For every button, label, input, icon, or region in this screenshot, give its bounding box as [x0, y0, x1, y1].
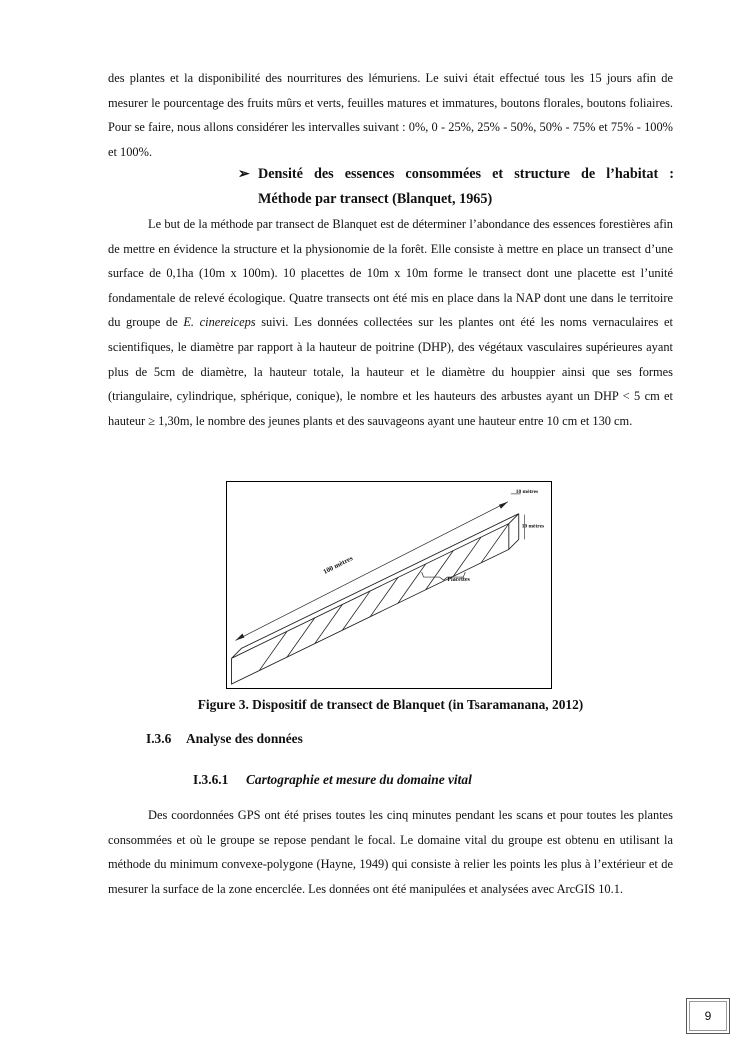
paragraph-transect-text-b: suivi. Les données collectées sur les plantes ont été les noms vernaculaires et scientifiques, le diamètre par rapport à la hauteur de poitrine (DHP), des végétaux vasculaires supérieures ayant plus de 5cm de diamètre, la hauteur totale, la hauteur et le diamètre du houppier ainsi que ses formes (triangulaire, cylindrique, sphérique, conique), le nombre et les hauteurs des arbustes ayant un DHP < 5 cm et hauteur ≥ 1,30m, le nombre des jeunes plants et des sauvageons ayant une hauteur entre 10 cm et 130 cm. [108, 315, 673, 428]
transect-figure [226, 481, 552, 689]
paragraph-phenology: des plantes et la disponibilité des nourritures des lémuriens. Le suivi était effectué tous les 15 jours afin de mesurer le pourcentage des fruits mûrs et verts, feuilles matures et immatures, boutons florales, boutons foliaires. Pour se faire, nous allons considérer les intervalles suivant : 0%, 0 - 25%, 25% - 50%, 50% - 75% et 75% - 100% et 100%. [108, 71, 673, 159]
length-label: 100 mètres [322, 555, 355, 576]
width-top-label: 10 mètres [515, 488, 539, 495]
arrow-head-icon [499, 502, 508, 509]
bullet-heading-line1 [238, 162, 674, 187]
width-side-label: 10 mètres [521, 523, 545, 530]
paragraph-transect-method [108, 212, 673, 433]
length-dimension [235, 502, 507, 641]
transect-front-face [232, 524, 509, 684]
transect-top-face [232, 514, 519, 659]
species-name: E. cinereiceps [183, 315, 256, 330]
section-number: I.3.6 [146, 731, 172, 746]
length-arrow-line [235, 502, 507, 641]
plot-dividers [259, 524, 509, 671]
section-heading [146, 731, 303, 747]
plots-label: Placettes [447, 577, 470, 584]
subsection-heading [193, 772, 472, 788]
section-title: Analyse des données [186, 731, 303, 746]
transect-end-edge [509, 539, 519, 549]
subsection-title: Cartographie et mesure du domaine vital [246, 772, 472, 787]
bullet-heading-text: Densité des essences consommées et structure de l’habitat : [258, 166, 674, 182]
bullet-heading-line2: Méthode par transect (Blanquet, 1965) [258, 191, 493, 207]
arrow-bullet-icon: ➢ [238, 166, 250, 182]
paragraph-home-range: Des coordonnées GPS ont été prises toutes les cinq minutes pendant les scans et pour toutes les plantes consommées et où le groupe se repose pendant le focal. Le domaine vital du groupe est obtenu en utilisant la méthode du minimum convexe-polygone (Hayne, 1949) qui consiste à relier les points les plus à l’extérieur et de mesurer la surface de la zone encerclée. Les données ont été manipulées et analysées avec ArcGIS 10.1. [108, 808, 673, 896]
transect-diagram [227, 482, 551, 688]
paragraph-transect-text-a: Le but de la méthode par transect de Blanquet est de déterminer l’abondance des essences forestières afin de mettre en évidence la structure et la physionomie de la forêt. Elle consiste à mettre en place un transect d’une surface de 0,1ha (10m x 100m). 10 placettes de 10m x 10m forme le transect dont une placette est l’unité fondamentale de relevé écologique. Quatre transects ont été mis en place dans la NAP dont une dans le territoire du groupe de [108, 217, 673, 330]
arrow-head-icon [235, 634, 244, 641]
figure-caption: Figure 3. Dispositif de transect de Blanquet (in Tsaramanana, 2012) [197, 697, 584, 712]
subsection-number: I.3.6.1 [193, 772, 229, 787]
page-number: 9 [686, 998, 730, 1034]
